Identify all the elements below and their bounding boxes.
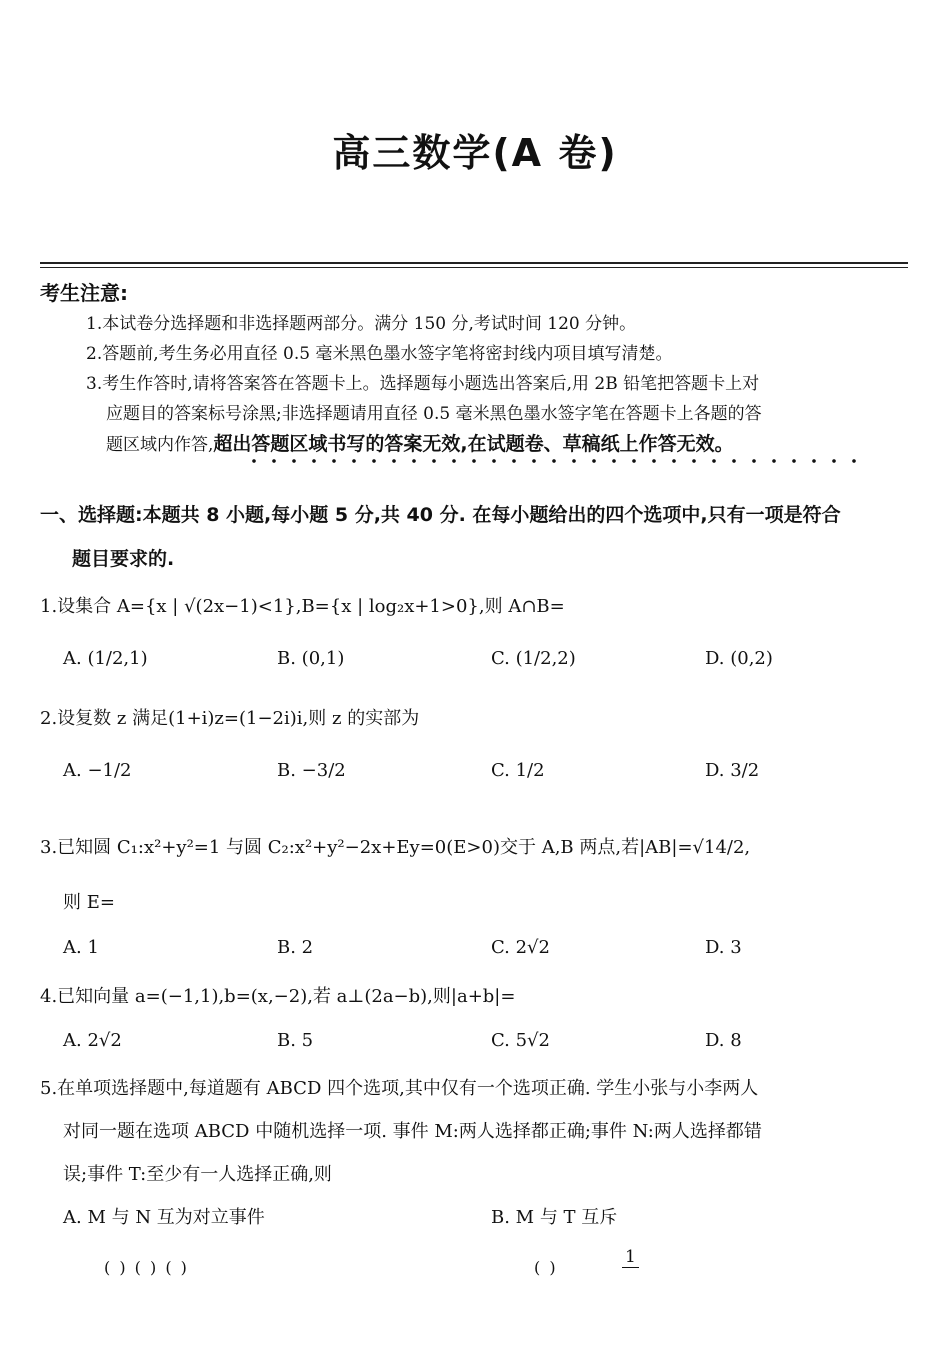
q3-option-a: A. 1 bbox=[63, 937, 99, 958]
q2-option-d: D. 3/2 bbox=[705, 760, 760, 781]
question-5-stem-cont: 对同一题在选项 ABCD 中随机选择一项. 事件 M:两人选择都正确;事件 N:两人选择都错 bbox=[63, 1121, 762, 1142]
q1-option-a: A. (1/2,1) bbox=[63, 648, 148, 669]
q1-option-b: B. (0,1) bbox=[277, 648, 345, 669]
notice-warning: 超出答题区域书写的答案无效,在试题卷、草稿纸上作答无效。 bbox=[213, 433, 734, 455]
question-3-stem-cont: 则 E= bbox=[63, 892, 115, 913]
q5-option-b: B. M 与 T 互斥 bbox=[491, 1207, 618, 1228]
footer-marks-right: ( ) bbox=[534, 1258, 558, 1277]
q4-option-d: D. 8 bbox=[705, 1030, 742, 1051]
q2-option-a: A. −1/2 bbox=[63, 760, 132, 781]
page-number: 1 bbox=[622, 1247, 639, 1268]
q3-option-d: D. 3 bbox=[705, 937, 742, 958]
q1-option-c: C. (1/2,2) bbox=[491, 648, 576, 669]
header-rule bbox=[40, 262, 908, 264]
notice-line-3b: 应题目的答案标号涂黑;非选择题请用直径 0.5 毫米黑色墨水签字笔在答题卡上各题的答 bbox=[106, 404, 762, 424]
question-3-stem: 3.已知圆 C₁:x²+y²=1 与圆 C₂:x²+y²−2x+Ey=0(E>0)交于 A,B 两点,若|AB|=√14/2, bbox=[40, 837, 751, 858]
notice-line-1: 1.本试卷分选择题和非选择题两部分。满分 150 分,考试时间 120 分钟。 bbox=[86, 314, 637, 334]
emphasis-dots bbox=[244, 458, 864, 464]
section-heading-cont: 题目要求的. bbox=[72, 548, 175, 570]
question-5-stem-cont2: 误;事件 T:至少有一人选择正确,则 bbox=[63, 1164, 332, 1185]
question-4-stem: 4.已知向量 a=(−1,1),b=(x,−2),若 a⊥(2a−b),则|a+b|= bbox=[40, 986, 516, 1007]
footer-marks-left: ( ) ( ) ( ) bbox=[104, 1258, 189, 1277]
q5-option-a: A. M 与 N 互为对立事件 bbox=[63, 1207, 265, 1228]
header-rule-thin bbox=[40, 267, 908, 268]
q1-option-d: D. (0,2) bbox=[705, 648, 773, 669]
question-1-stem: 1.设集合 A={x | √(2x−1)<1},B={x | log₂x+1>0},则 A∩B= bbox=[40, 596, 565, 617]
notice-heading: 考生注意: bbox=[40, 281, 128, 305]
q2-option-b: B. −3/2 bbox=[277, 760, 346, 781]
page-title: 高三数学(A 卷) bbox=[332, 131, 618, 175]
notice-line-3a: 3.考生作答时,请将答案答在答题卡上。选择题每小题选出答案后,用 2B 铅笔把答题卡上对 bbox=[86, 374, 760, 394]
question-5-stem: 5.在单项选择题中,每道题有 ABCD 四个选项,其中仅有一个选项正确. 学生小张与小李两人 bbox=[40, 1078, 759, 1099]
q3-option-c: C. 2√2 bbox=[491, 937, 550, 958]
q4-option-a: A. 2√2 bbox=[63, 1030, 122, 1051]
question-2-stem: 2.设复数 z 满足(1+i)z=(1−2i)i,则 z 的实部为 bbox=[40, 708, 420, 729]
notice-line-3c-plain: 题区域内作答, bbox=[106, 435, 214, 455]
q4-option-c: C. 5√2 bbox=[491, 1030, 550, 1051]
q4-option-b: B. 5 bbox=[277, 1030, 314, 1051]
section-heading: 一、选择题:本题共 8 小题,每小题 5 分,共 40 分. 在每小题给出的四个选项中,只有一项是符合 bbox=[40, 504, 841, 526]
q3-option-b: B. 2 bbox=[277, 937, 314, 958]
notice-line-2: 2.答题前,考生务必用直径 0.5 毫米黑色墨水签字笔将密封线内项目填写清楚。 bbox=[86, 344, 673, 364]
notice-line-3c bbox=[106, 429, 734, 456]
q2-option-c: C. 1/2 bbox=[491, 760, 545, 781]
